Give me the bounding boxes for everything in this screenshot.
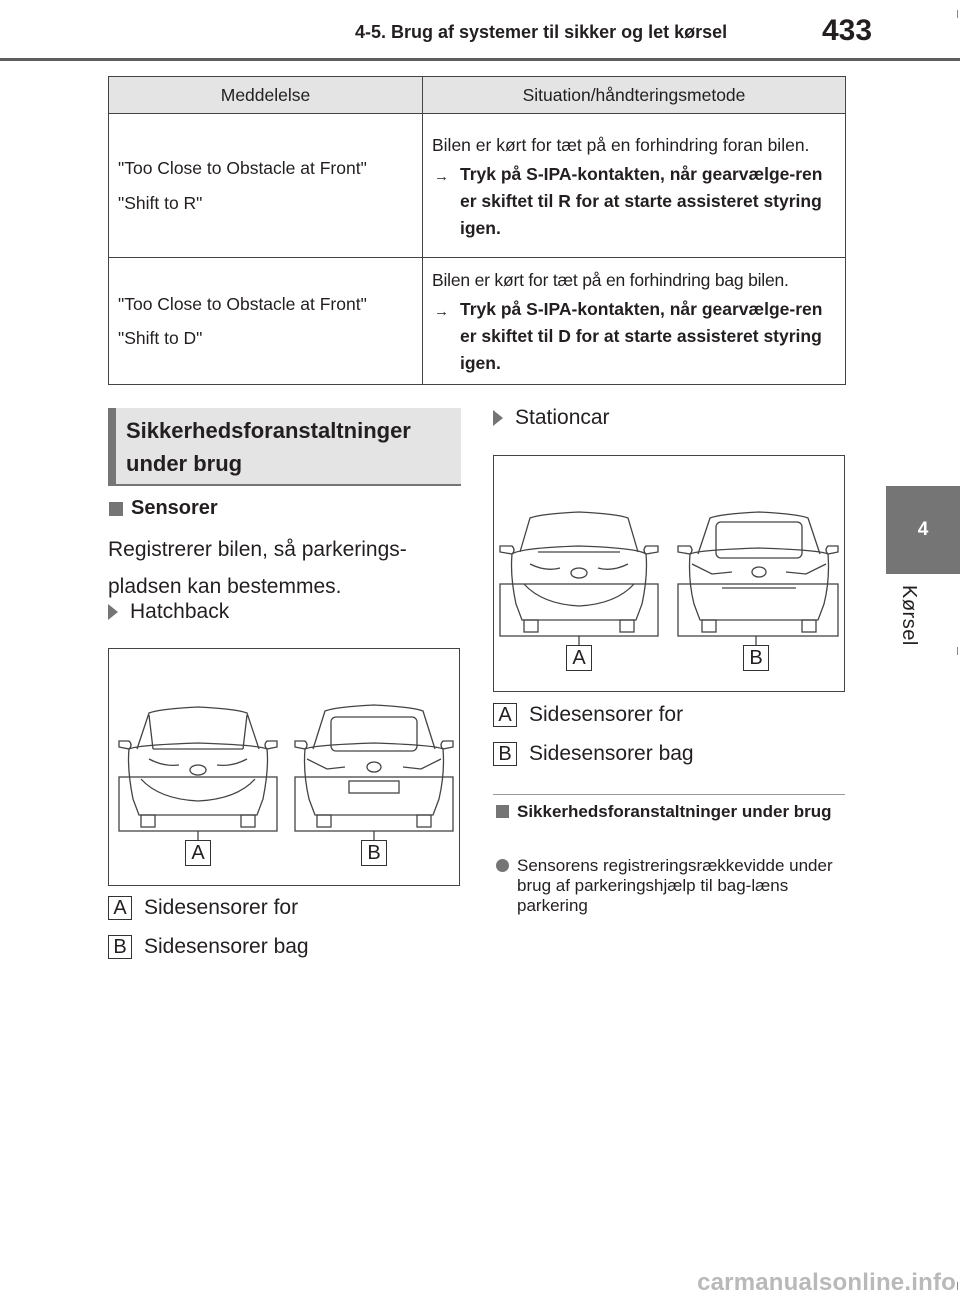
section-title: 4-5. Brug af systemer til sikker og let kørsel <box>355 22 728 42</box>
legend-b: B Sidesensorer bag <box>493 742 694 766</box>
message-table <box>108 76 846 385</box>
arrow-icon: → <box>434 302 449 320</box>
crop-mark <box>957 1282 958 1290</box>
square-bullet-icon <box>109 502 123 516</box>
chapter-tab[interactable] <box>886 486 960 574</box>
column-header-situation: Situation/håndteringsmetode <box>423 77 846 114</box>
stationcar-text: Stationcar <box>515 406 610 429</box>
message-line: "Shift to R" <box>118 192 203 213</box>
situation-cell <box>423 114 846 258</box>
message-cell <box>109 114 423 258</box>
sensorer-description: Registrerer bilen, så parkerings-pladsen kan bestemmes. <box>108 538 407 598</box>
message-line: "Shift to D" <box>118 328 203 348</box>
precautions-heading-text: Sikkerhedsforanstaltninger under brug <box>517 802 832 821</box>
legend-text: Sidesensorer for <box>144 896 299 919</box>
hatchback-text: Hatchback <box>130 600 230 623</box>
triangle-bullet-icon <box>108 604 118 620</box>
column-header-message: Meddelelse <box>109 77 423 114</box>
section-heading <box>108 408 461 486</box>
hatchback-figure <box>108 648 460 886</box>
crop-mark <box>957 647 958 655</box>
subheading-sensorer <box>109 497 218 520</box>
table-row <box>109 258 846 385</box>
watermark: carmanualsonline.info <box>697 1269 956 1296</box>
chapter-number: 4 <box>917 519 929 540</box>
callout-b: B <box>743 645 769 671</box>
legend-a: A Sidesensorer for <box>493 703 683 727</box>
action-text: Tryk på S-IPA-kontakten, når gearvælge-ren er skiftet til D for at starte assisteret styring igen. <box>460 298 823 373</box>
stationcar-figure <box>493 455 845 692</box>
sensor-zone-front <box>119 777 277 831</box>
precautions-bullet <box>496 856 836 916</box>
crop-mark <box>957 10 958 18</box>
message-line: "Too Close to Obstacle at Front" <box>118 158 367 179</box>
legend-a: A Sidesensorer for <box>108 896 298 920</box>
table-row <box>109 114 846 258</box>
heading-line: Sikkerhedsforanstaltninger <box>126 418 411 443</box>
hatchback-illustration <box>109 649 458 884</box>
section-divider <box>493 794 845 795</box>
callout-b: B <box>361 840 387 866</box>
action-item <box>432 161 839 242</box>
situation-cell <box>423 258 846 385</box>
sensor-zone-rear <box>295 777 453 831</box>
legend-text: Sidesensorer bag <box>144 935 309 958</box>
legend-text: Sidesensorer bag <box>529 742 694 765</box>
header-rule <box>0 58 960 61</box>
situation-text: Bilen er kørt for tæt på en forhindring bag bilen. <box>432 269 789 290</box>
action-text: Tryk på S-IPA-kontakten, når gearvælge-ren er skiftet til R for at starte assisteret styring igen. <box>460 164 823 238</box>
action-item <box>432 296 839 377</box>
chapter-label: Kørsel <box>898 585 920 646</box>
stationcar-label <box>493 406 610 430</box>
dot-bullet-icon <box>496 859 509 872</box>
page-number: 433 <box>822 14 873 47</box>
subheading-text: Sensorer <box>131 497 218 519</box>
callout-a: A <box>566 645 592 671</box>
legend-text: Sidesensorer for <box>529 703 684 726</box>
triangle-bullet-icon <box>493 410 503 426</box>
bullet-text: Sensorens registreringsrækkevidde under brug af parkeringshjælp til bag-læns parkering <box>517 856 833 915</box>
stationcar-illustration <box>494 456 843 690</box>
situation-text: Bilen er kørt for tæt på en forhindring foran bilen. <box>432 135 810 155</box>
message-cell <box>109 258 423 385</box>
message-line: "Too Close to Obstacle at Front" <box>118 293 367 314</box>
heading-line: under brug <box>126 451 243 476</box>
hatchback-label <box>108 600 229 624</box>
precautions-heading <box>496 802 836 822</box>
callout-a: A <box>185 840 211 866</box>
legend-b: B Sidesensorer bag <box>108 935 309 959</box>
table-header-row <box>109 77 846 114</box>
arrow-icon: → <box>434 168 449 185</box>
square-bullet-icon <box>496 805 509 818</box>
